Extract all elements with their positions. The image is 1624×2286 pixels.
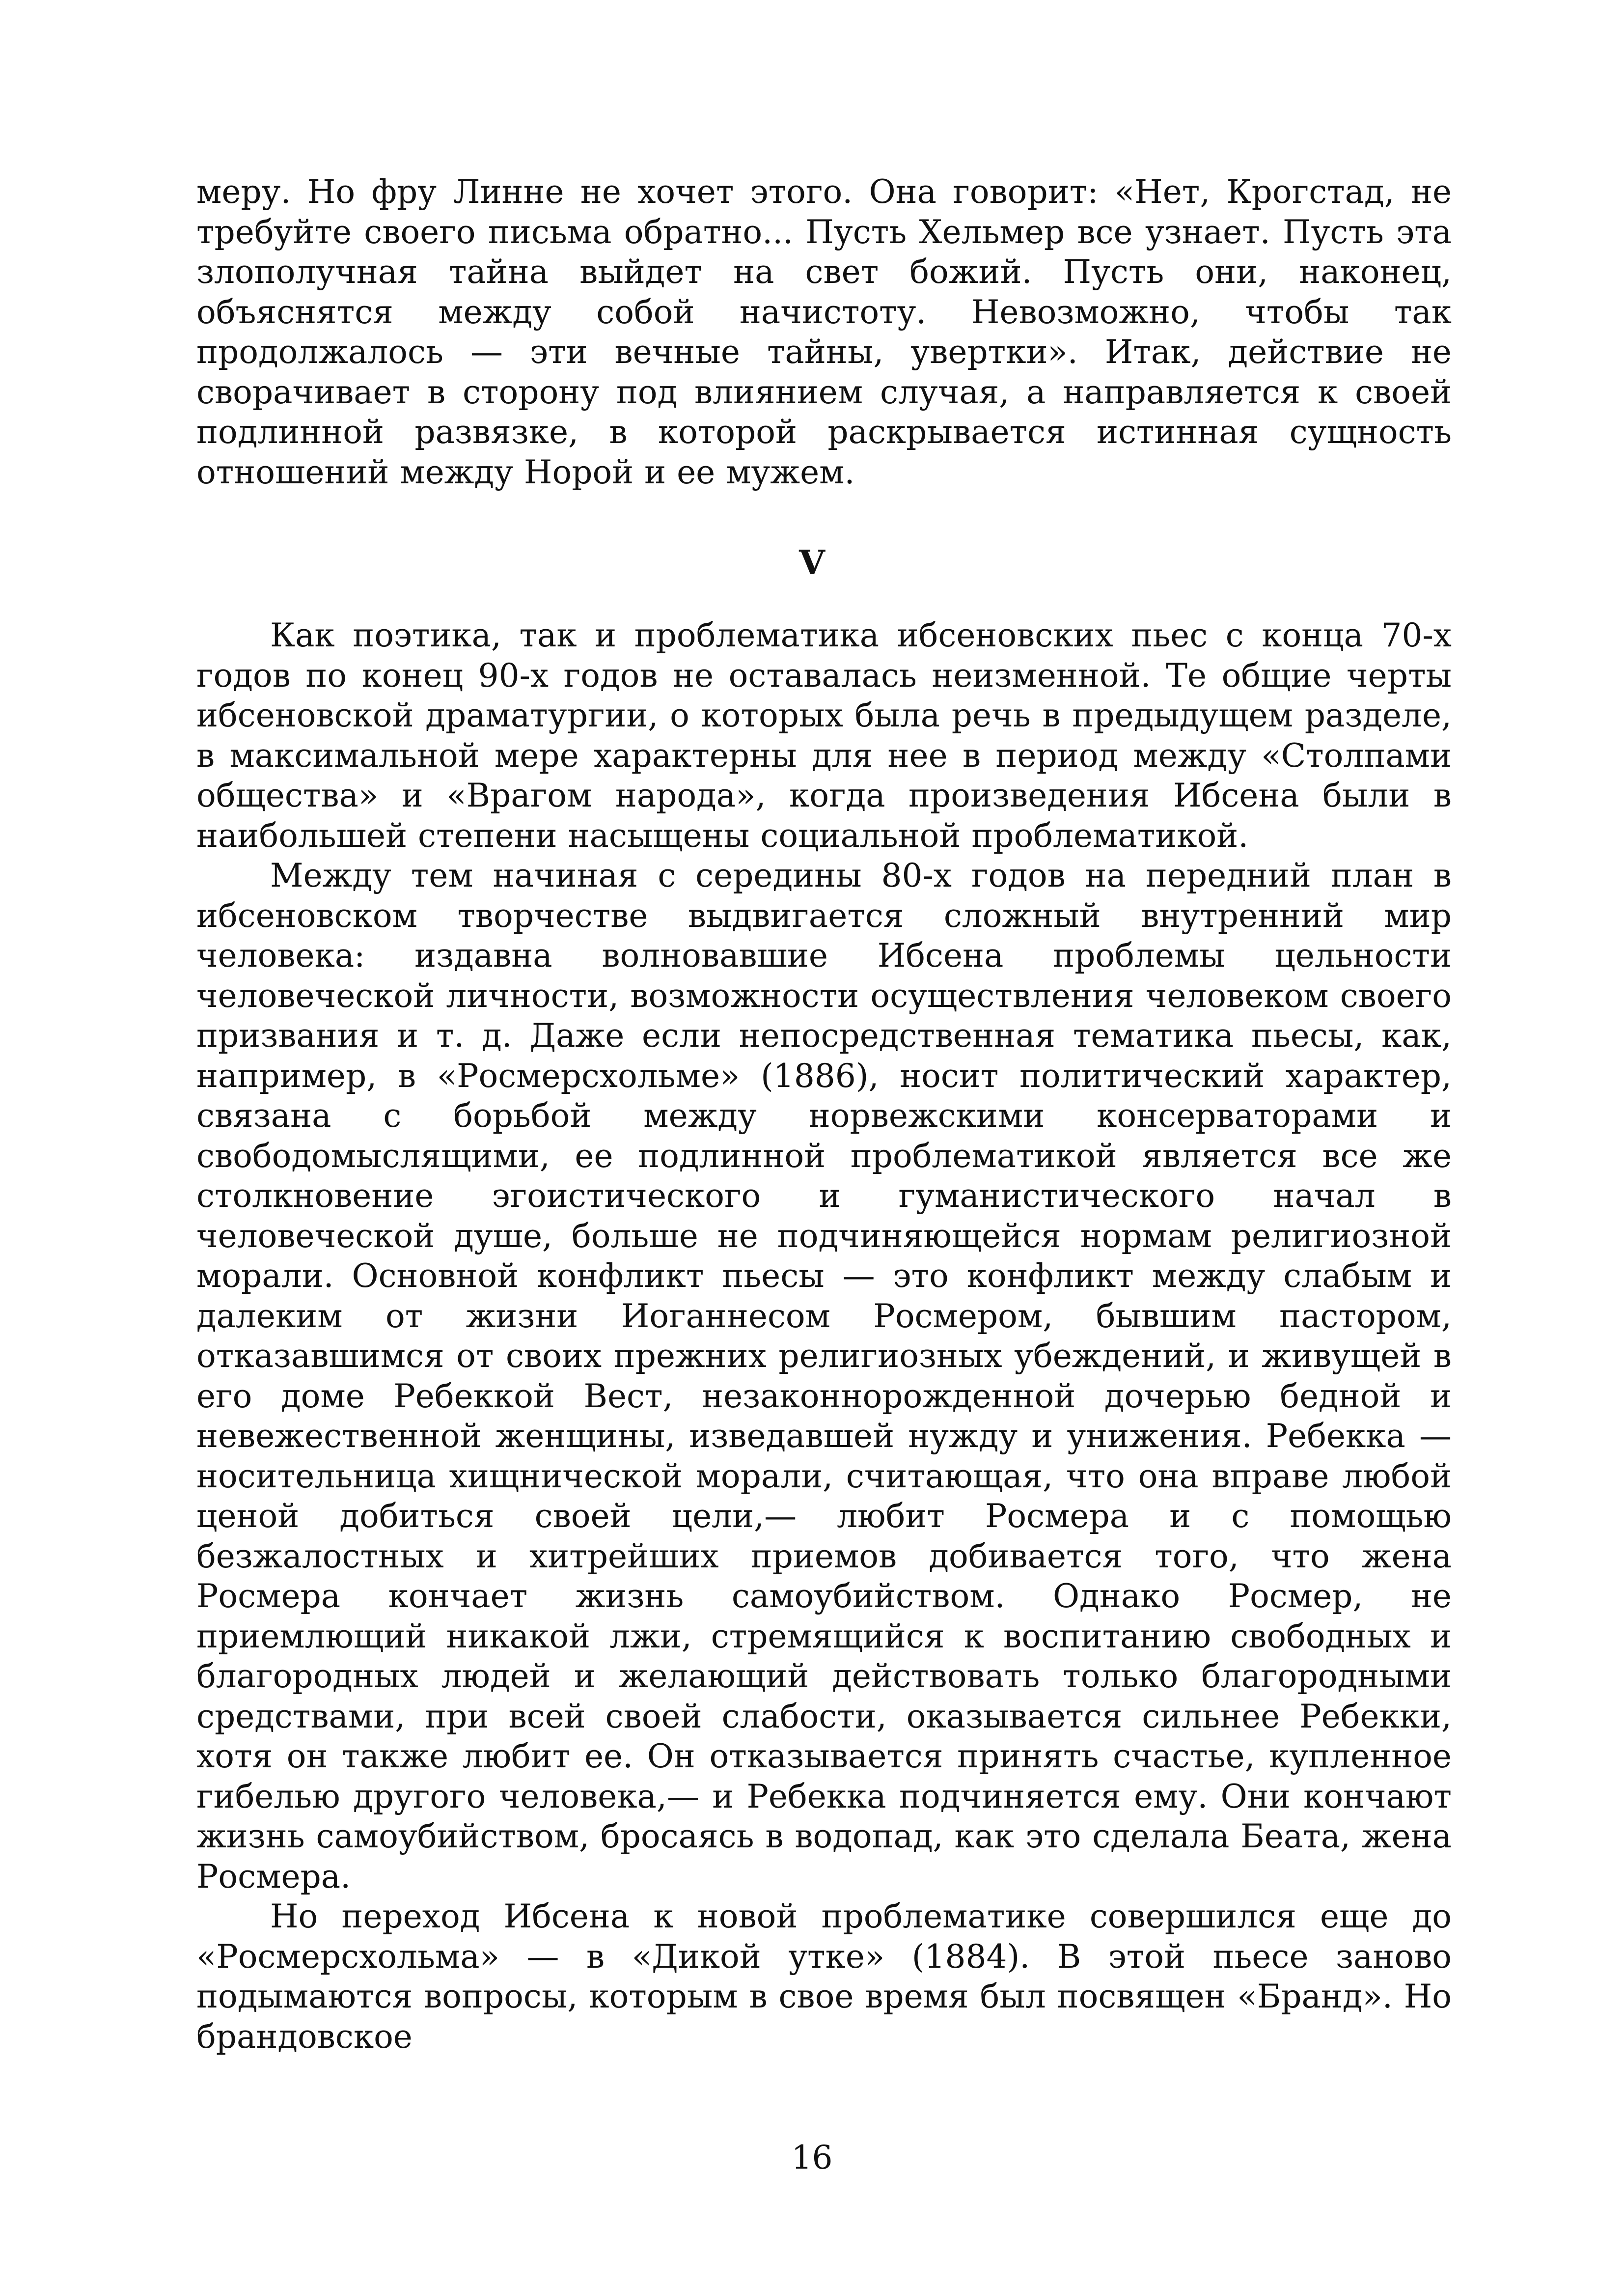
paragraph: Но переход Ибсена к новой проблематике совершился еще до «Росмерсхольма» — в «Дикой утке» (1884). В этой пьесе заново подымаются вопросы, которым в свое время был посвящен «Бранд». Но брандовское <box>196 1897 1452 2056</box>
section-heading: V <box>799 543 825 583</box>
paragraph: Между тем начиная с середины 80-х годов на передний план в ибсеновском творчестве выдвигается сложный внутренний мир человека: издавна волновавшие Ибсена проблемы цельности человеческой личности, возможности осуществления человеком своего призвания и т. д. Даже если непосредственная тематика пьесы, как, например, в «Росмерсхольме» (1886), носит политический характер, связана с борьбой между норвежскими консерваторами и свободомыслящими, ее подлинной проблематикой является все же столкновение эгоистического и гуманистического начал в человеческой душе, больше не подчиняющейся нормам религиозной морали. Основной конфликт пьесы — это конфликт между слабым и далеким от жизни Иоганнесом Росмером, бывшим пастором, отказавшимся от своих прежних религиозных убеждений, и живущей в его доме Ребеккой Вест, незаконнорожденной дочерью бедной и невежественной женщины, изведавшей нужду и унижения. Ребекка — носительница хищнической морали, считающая, что она вправе любой ценой добиться своей цели,— любит Росмера и с помощью безжалостных и хитрейших приемов добивается того, что жена Росмера кончает жизнь самоубийством. Однако Росмер, не приемлющий никакой лжи, стремящийся к воспитанию свободных и благородных людей и желающий действовать только благородными средствами, при всей своей слабости, оказывается сильнее Ребекки, хотя он также любит ее. Он отказывается принять счастье, купленное гибелью другого человека,— и Ребекка подчиняется ему. Они кончают жизнь самоубийством, бросаясь в водопад, как это сделала Беата, жена Росмера. <box>196 857 1452 1896</box>
continuation-paragraph: меру. Но фру Линне не хочет этого. Она говорит: «Нет, Крогстад, не требуйте своего письма обратно... Пусть Хельмер все узнает. Пусть эта злополучная тайна выйдет на свет божий. Пусть они, наконец, объяснятся между собой начистоту. Невозможно, чтобы так продолжалось — эти вечные тайны, увертки». Итак, действие не сворачивает в сторону под влиянием случая, а направляется к своей подлинной развязке, в которой раскрывается истинная сущность отношений между Норой и ее мужем. <box>196 173 1452 491</box>
page-number: 16 <box>791 2139 833 2176</box>
paragraph: Как поэтика, так и проблематика ибсеновских пьес с конца 70-х годов по конец 90-х годов не оставалась неизменной. Те общие черты ибсеновской драматургии, о которых была речь в предыдущем разделе, в максимальной мере характерны для нее в период между «Столпами общества» и «Врагом народа», когда произведения Ибсена были в наибольшей степени насыщены социальной проблематикой. <box>196 616 1452 855</box>
section-body <box>196 615 1452 2057</box>
